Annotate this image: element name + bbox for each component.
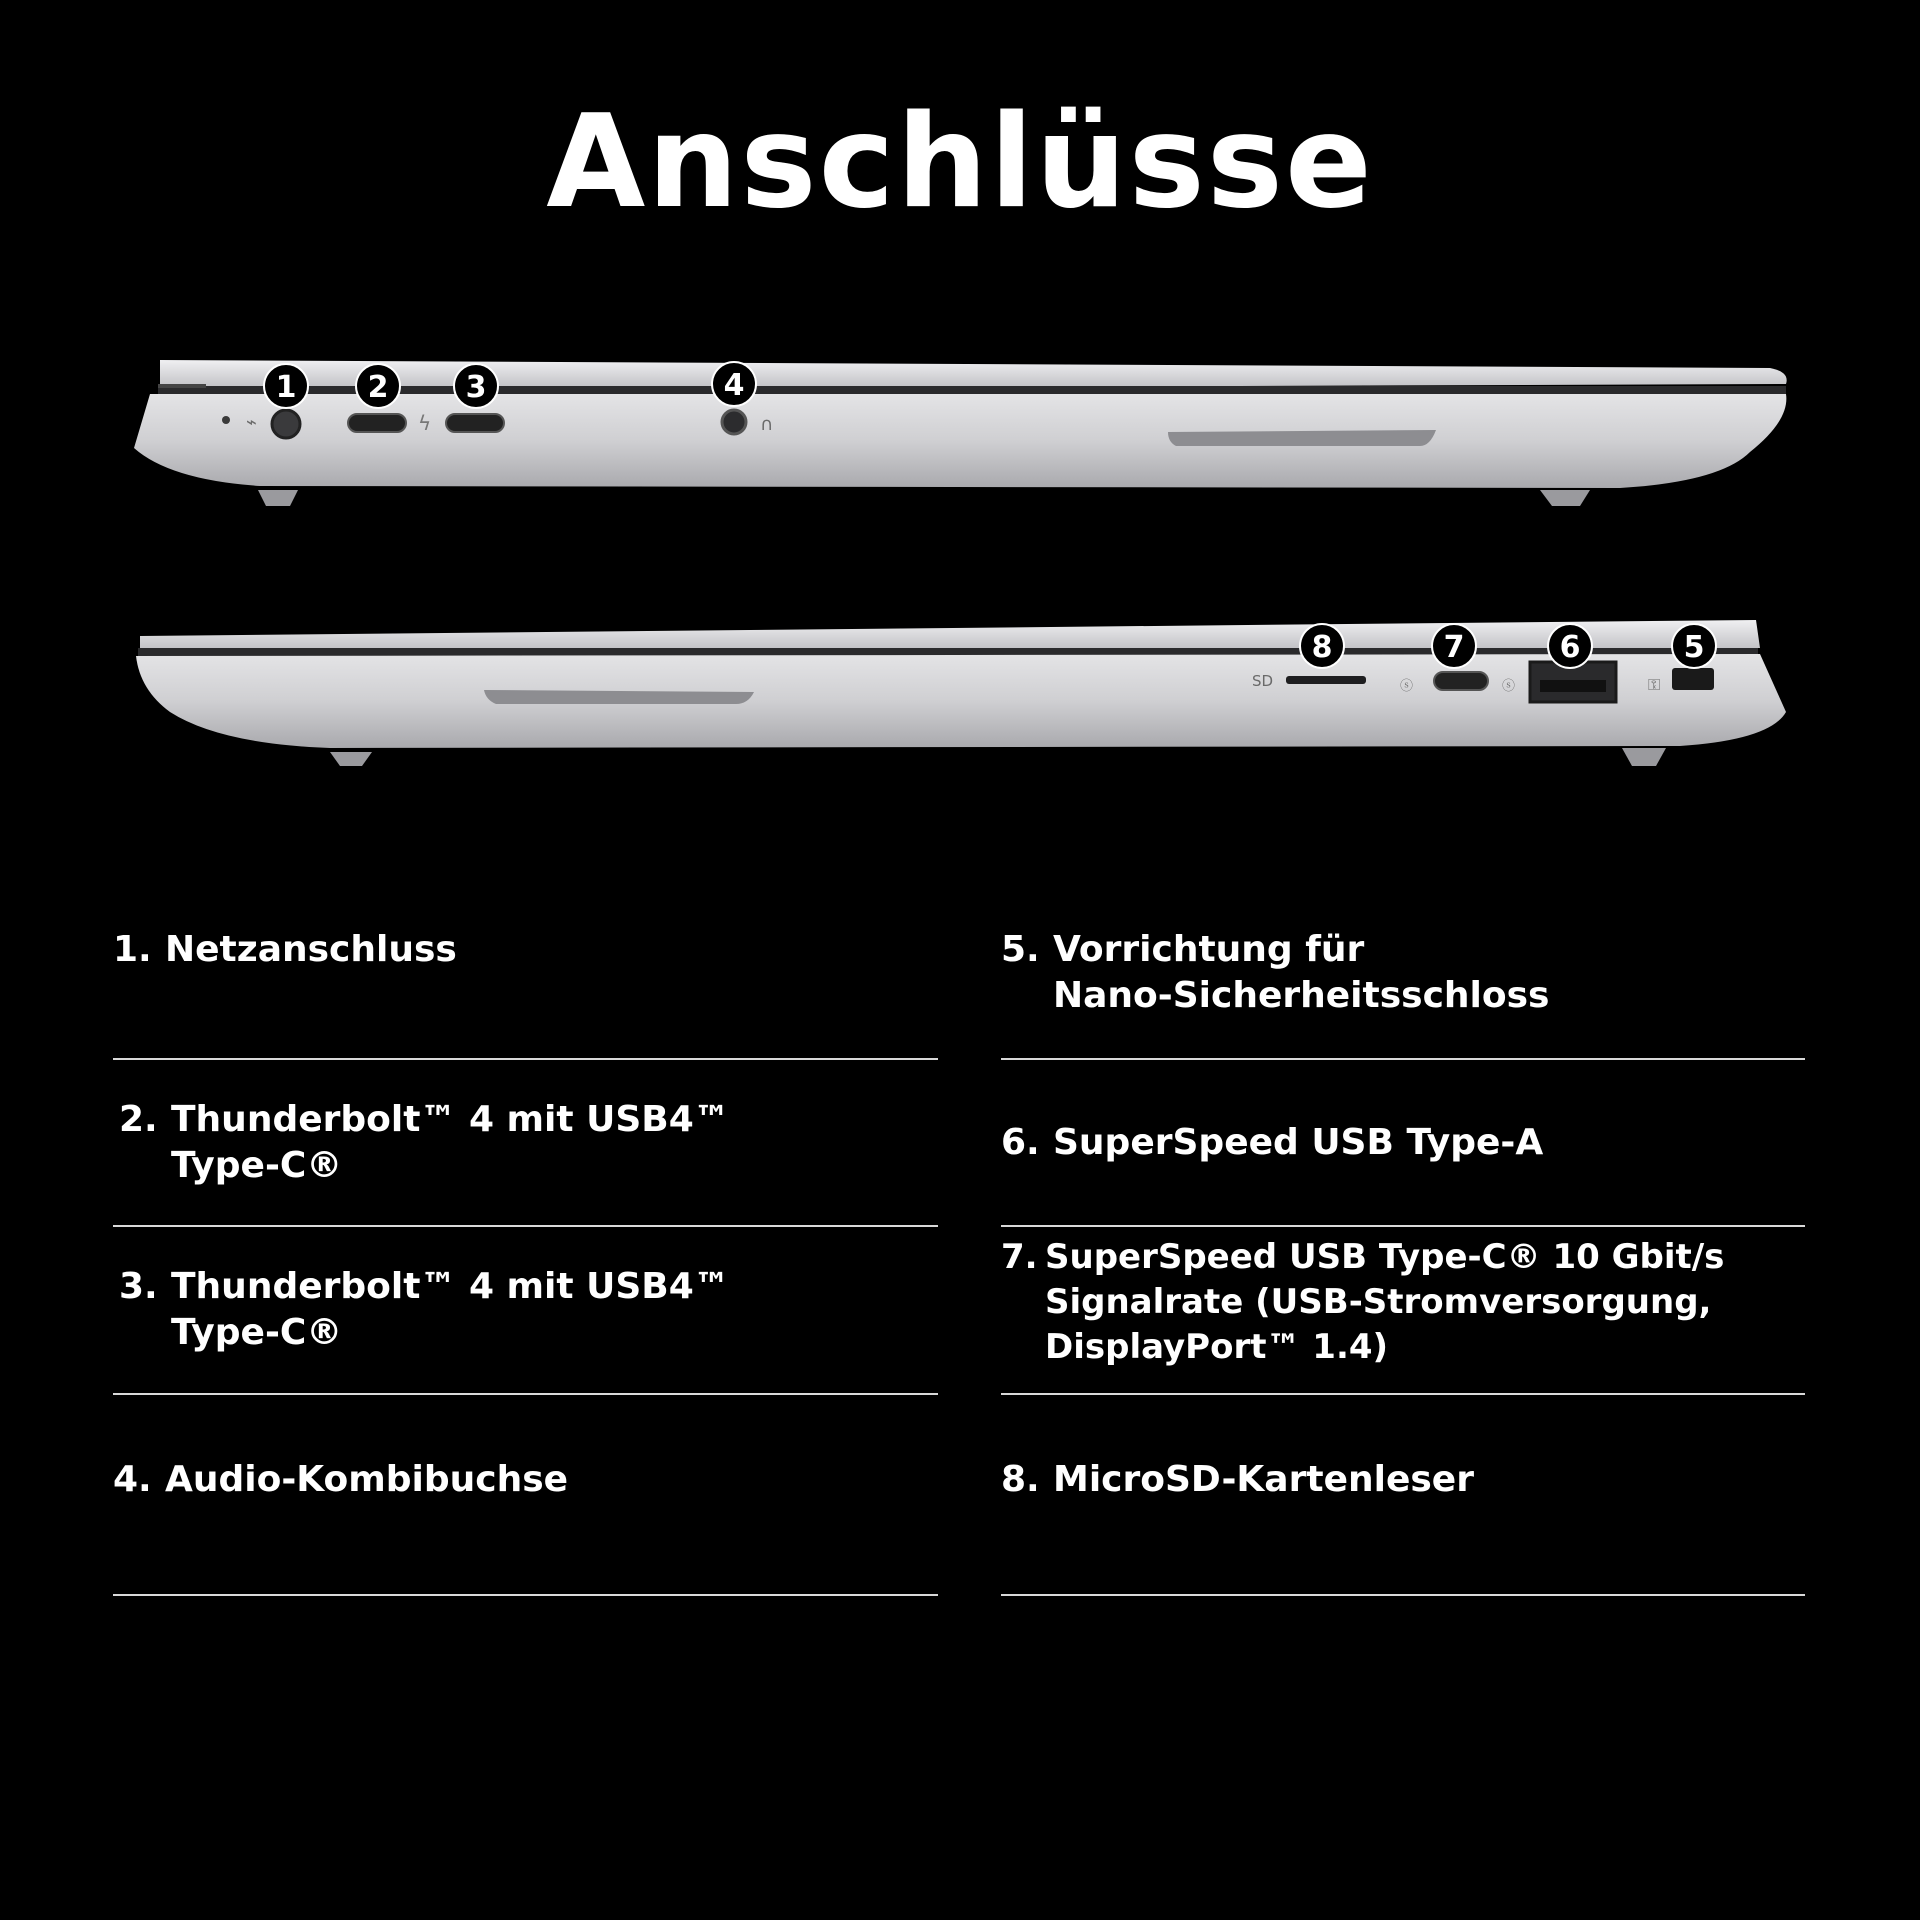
svg-text:8: 8 [1311,630,1333,665]
power-jack [272,410,300,438]
sd-label: SD [1252,672,1274,690]
thunderbolt-port-2 [446,414,504,432]
item-text: Thunderbolt™ 4 mit USB4™ Type-C® [171,1098,730,1186]
callout-2 [356,364,400,408]
callout-6 [1548,624,1592,668]
vent-slot [1168,430,1436,446]
item-text: SuperSpeed USB Type-C® 10 Gbit/s Signalrate (USB-Stromversorgung, DisplayPort™ 1.4) [1045,1237,1725,1367]
headset-icon: ∩ [760,414,774,435]
list-item [1001,905,1805,1060]
item-number: 2. [119,1098,158,1140]
item-number: 3. [119,1266,158,1307]
right-foot [1540,490,1590,506]
item-text: Thunderbolt™ 4 mit USB4™ Type-C® [171,1266,730,1353]
item-text: Audio-Kombibuchse [165,1459,569,1500]
laptop-left-side-view [0,340,1920,520]
item-text: Vorrichtung für Nano-Sicherheitsschloss [1053,929,1550,1016]
list-item [113,1060,938,1227]
power-led-icon [222,416,230,424]
ss5-icon: ⓢ [1502,679,1516,694]
svg-text:5: 5 [1683,630,1705,665]
svg-text:1: 1 [275,370,297,405]
vent-slot [484,690,754,704]
svg-text:3: 3 [465,370,487,405]
callout-1 [264,364,308,408]
security-lock-slot [1672,668,1714,690]
callout-4 [712,362,756,406]
thunderbolt-icon: ϟ [418,411,432,435]
item-number: 6. [1001,1121,1040,1163]
item-number: 4. [113,1459,152,1500]
item-number: 7. [1001,1237,1038,1277]
callout-3 [454,364,498,408]
right-foot [1622,748,1666,766]
list-item [1001,1227,1805,1395]
lid [140,620,1760,652]
callout-5 [1672,624,1716,668]
item-number: 1. [113,929,152,970]
svg-text:4: 4 [723,368,745,403]
left-foot [330,752,372,766]
svg-text:6: 6 [1559,630,1581,665]
page-title: Anschlüsse [546,88,1374,237]
item-number: 8. [1001,1459,1040,1500]
callout-8 [1300,624,1344,668]
svg-text:7: 7 [1443,630,1465,665]
laptop-right-side-view [0,600,1920,780]
item-text: Netzanschluss [165,929,457,970]
power-plug-icon: ⌁ [246,412,257,433]
list-item [113,1395,938,1596]
svg-text:2: 2 [367,370,389,405]
callout-7 [1432,624,1476,668]
left-foot [258,490,298,506]
list-item [1001,1395,1805,1596]
audio-jack [722,410,746,434]
ss10-icon: ⓢ [1400,679,1414,694]
lid [160,360,1787,390]
item-text: SuperSpeed USB Type-A [1053,1121,1544,1163]
seam [158,386,1786,394]
lock-icon: ⚿ [1648,675,1661,694]
item-text: MicroSD-Kartenleser [1053,1459,1474,1500]
list-item [113,905,938,1060]
list-item [1001,1060,1805,1227]
microsd-slot [1286,676,1366,684]
usb-c-port [1434,672,1488,690]
thunderbolt-port-1 [348,414,406,432]
list-item [113,1227,938,1395]
item-number: 5. [1001,929,1040,970]
